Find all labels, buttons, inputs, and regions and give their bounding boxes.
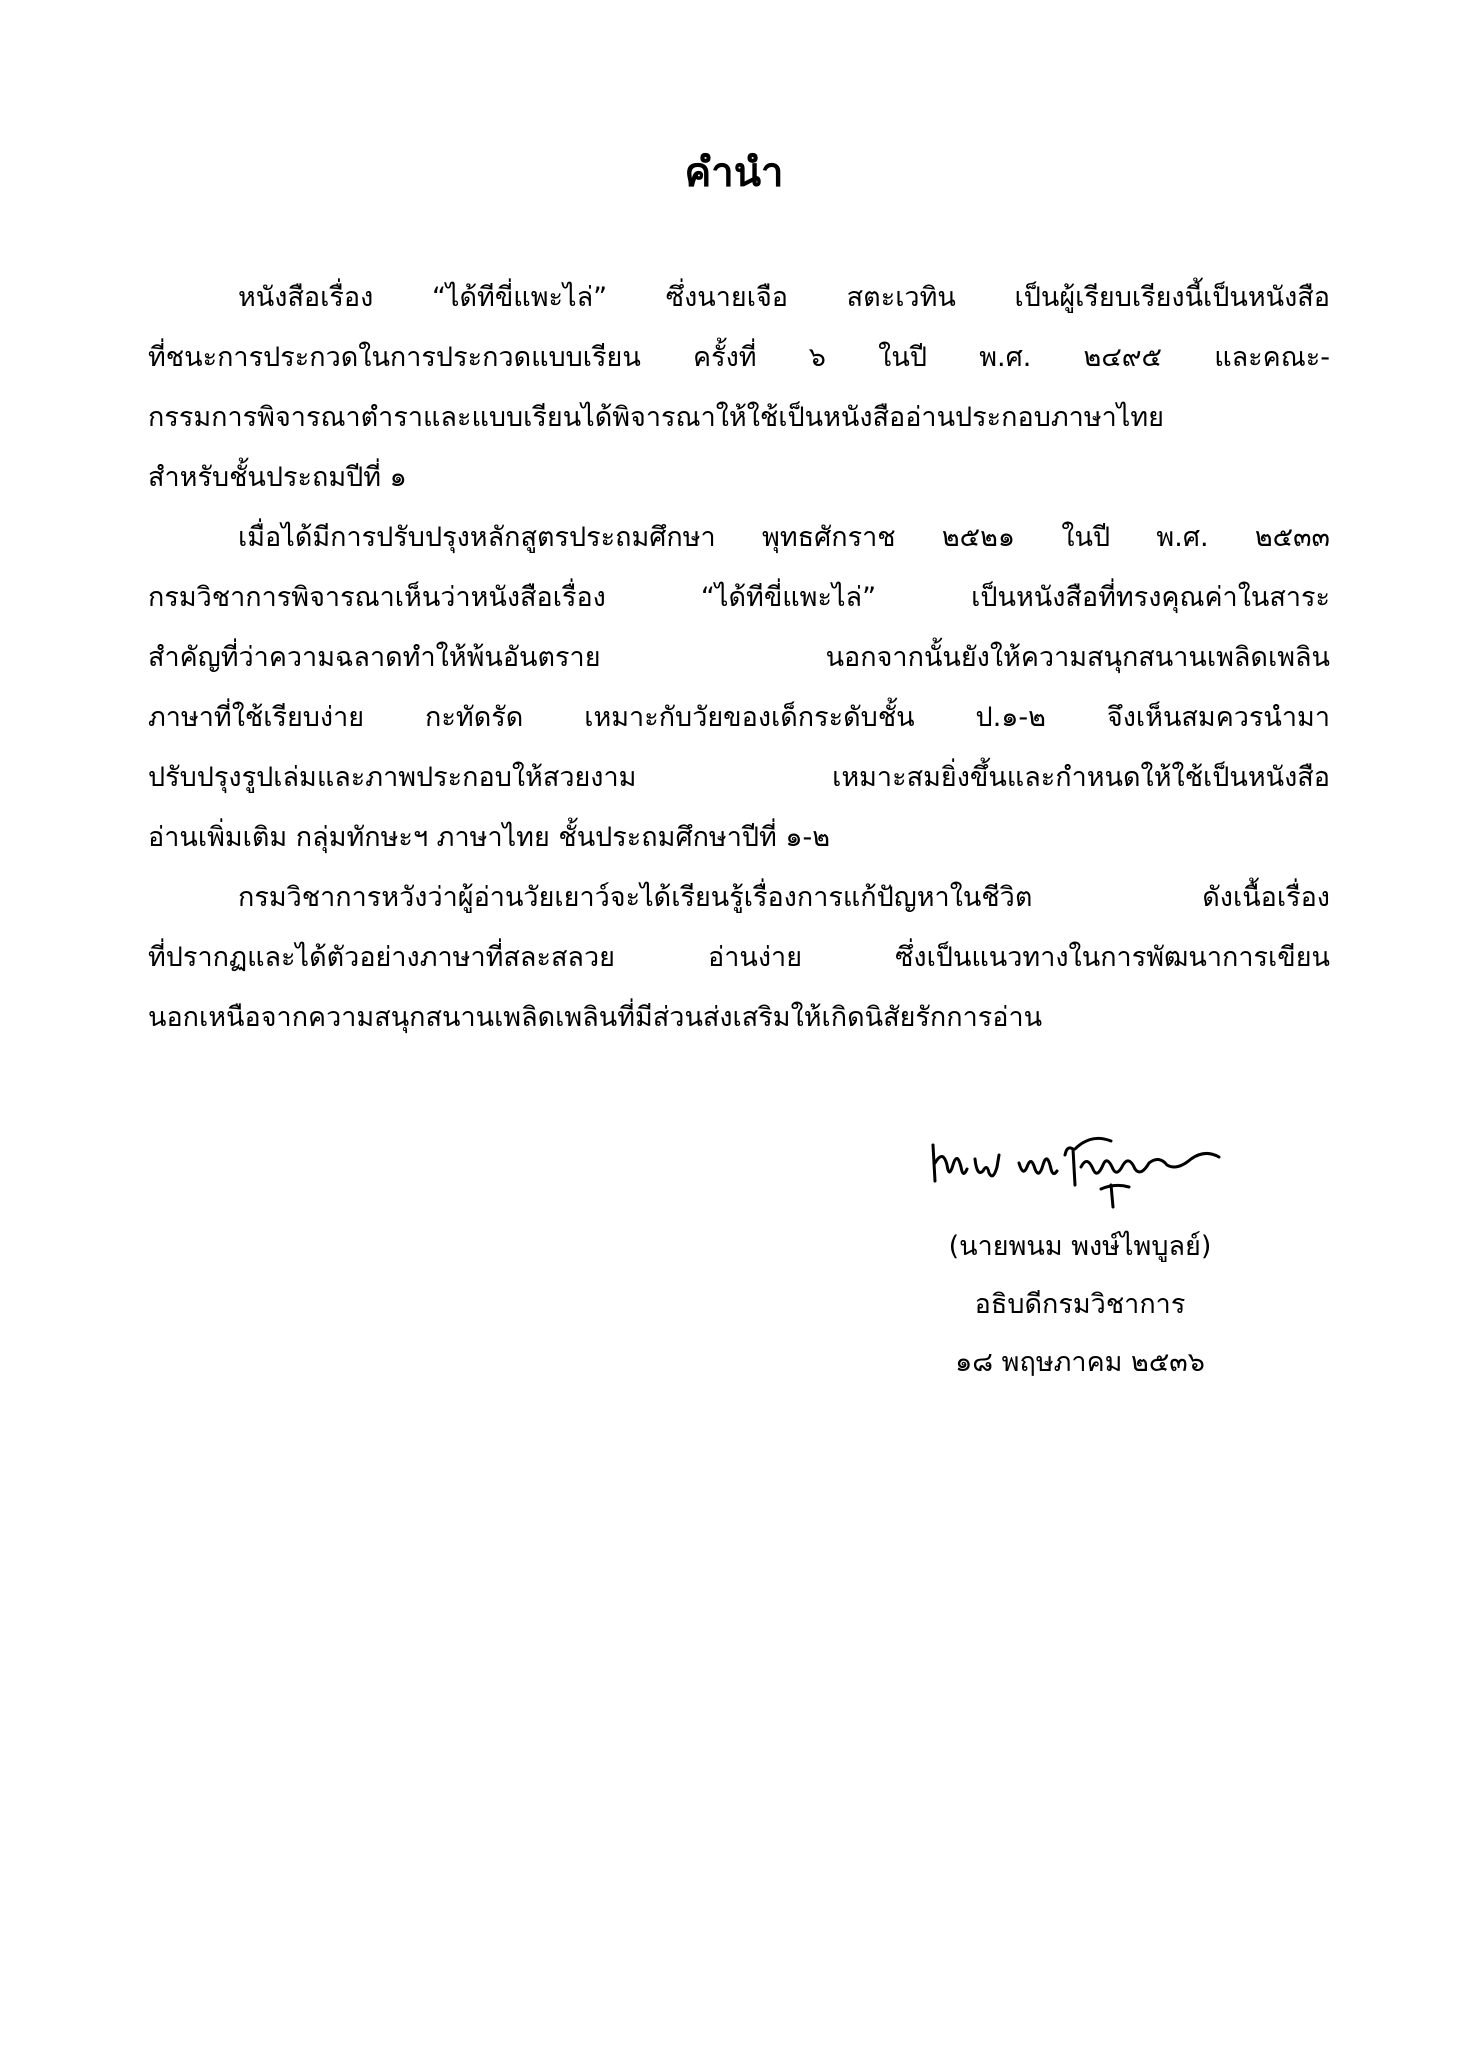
- paragraph-line: กรรมการพิจารณาตำราและแบบเรียนได้พิจารณาให้ใช้เป็นหนังสืออ่านประกอบภาษาไทย: [148, 402, 1164, 433]
- paragraph-1: [148, 268, 1330, 508]
- paragraph-line: กรมวิชาการหวังว่าผู้อ่านวัยเยาว์จะได้เรียนรู้เรื่องการแก้ปัญหาในชีวิต ดังเนื้อเรื่อง: [238, 882, 1330, 913]
- paragraph-line: สำคัญที่ว่าความฉลาดทำให้พ้นอันตราย นอกจากนั้นยังให้ความสนุกสนานเพลิดเพลิน: [148, 642, 1330, 673]
- paragraph-line: กรมวิชาการพิจารณาเห็นว่าหนังสือเรื่อง “ได้ทีขี่แพะไล่” เป็นหนังสือที่ทรงคุณค่าในสาระ: [148, 582, 1330, 613]
- signatory-position: อธิบดีกรมวิชาการ: [974, 1289, 1186, 1320]
- paragraph-line: ที่ชนะการประกวดในการประกวดแบบเรียน ครั้งที่ ๖ ในปี พ.ศ. ๒๔๙๕ และคณะ-: [148, 342, 1330, 373]
- signature-block: [880, 1115, 1280, 1392]
- paragraph-line: เมื่อได้มีการปรับปรุงหลักสูตรประถมศึกษา พุทธศักราช ๒๕๒๑ ในปี พ.ศ. ๒๕๓๓: [238, 522, 1330, 553]
- signatory-name: (นายพนม พงษ์ไพบูลย์): [948, 1231, 1212, 1262]
- paragraph-line: ปรับปรุงรูปเล่มและภาพประกอบให้สวยงาม เหมาะสมยิ่งขึ้นและกำหนดให้ใช้เป็นหนังสือ: [148, 762, 1330, 793]
- preface-body: [148, 268, 1330, 1048]
- paragraph-3: [148, 868, 1330, 1048]
- paragraph-line: นอกเหนือจากความสนุกสนานเพลิดเพลินที่มีส่วนส่งเสริมให้เกิดนิสัยรักการอ่าน: [148, 1002, 1043, 1033]
- page-title: คำนำ: [684, 150, 784, 196]
- paragraph-2: [148, 508, 1330, 868]
- handwritten-signature: [915, 1115, 1245, 1210]
- signature-date: ๑๘ พฤษภาคม ๒๕๓๖: [955, 1347, 1205, 1378]
- paragraph-line: สำหรับชั้นประถมปีที่ ๑: [148, 462, 407, 493]
- paragraph-line: อ่านเพิ่มเติม กลุ่มทักษะฯ ภาษาไทย ชั้นประถมศึกษาปีที่ ๑-๒: [148, 822, 831, 853]
- paragraph-line: ที่ปรากฏและได้ตัวอย่างภาษาที่สละสลวย อ่านง่าย ซึ่งเป็นแนวทางในการพัฒนาการเขียน: [148, 942, 1330, 973]
- paragraph-line: ภาษาที่ใช้เรียบง่าย กะทัดรัด เหมาะกับวัยของเด็กระดับชั้น ป.๑-๒ จึงเห็นสมควรนำมา: [148, 702, 1330, 733]
- paragraph-line: หนังสือเรื่อง “ได้ทีขี่แพะไล่” ซึ่งนายเจือ สตะเวทิน เป็นผู้เรียบเรียงนี้เป็นหนังสือ: [238, 282, 1330, 313]
